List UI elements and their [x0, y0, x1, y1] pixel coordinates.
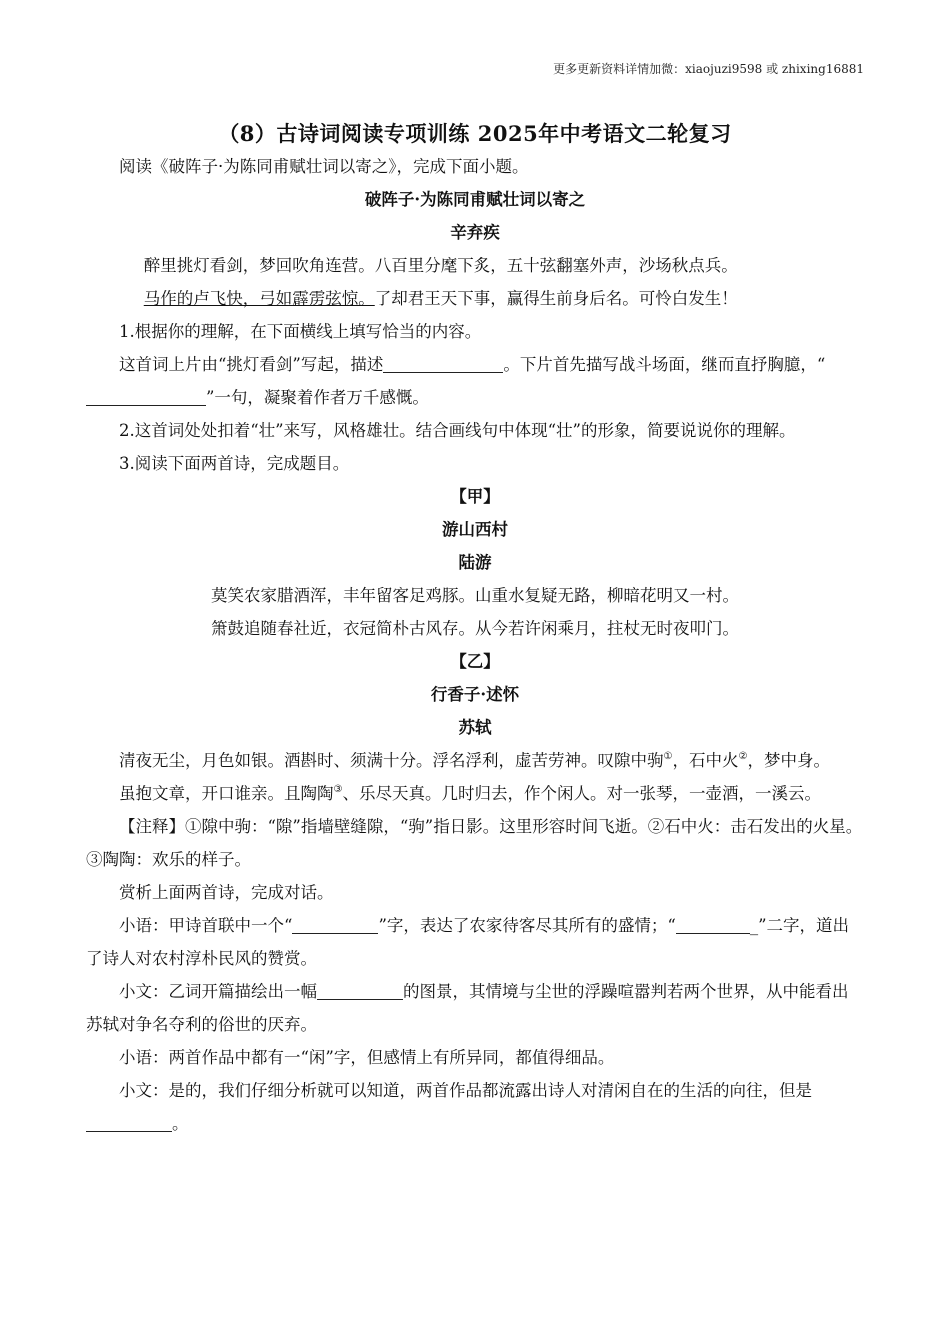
d4-text-a: 小文：是的，我们仔细分析就可以知道，两首作品都流露出诗人对清闲自在的生活的向往，但是 [119, 1081, 812, 1100]
poem-jia-line2: 箫鼓追随春社近，衣冠简朴古风存。从今若许闲乘月，拄杖无时夜叩门。 [211, 619, 739, 638]
page-title: （8）古诗词阅读专项训练 2025年中考语文二轮复习 [218, 121, 732, 146]
d4-text-b: 。 [172, 1114, 189, 1133]
q1-text-a: 这首词上片由“挑灯看剑”写起，描述 [119, 355, 384, 374]
q1-text-c: ”一句，凝聚着作者万千感慨。 [206, 388, 429, 407]
poem-yi-label: 【乙】 [450, 652, 500, 671]
footnote-marker-1: ① [663, 751, 673, 762]
notes-text: ①隙中驹：“隙”指墙壁缝隙，“驹”指日影。这里形容时间飞逝。②石中火：击石发出的火星。③陶陶：欢乐的样子。 [86, 817, 863, 869]
poem-jia-title: 游山西村 [442, 520, 508, 539]
header-note: 更多更新资料详情加微：xiaojuzi9598 或 zhixing16881 [553, 62, 864, 76]
q1-blank-1[interactable] [383, 356, 503, 374]
document-body [86, 150, 864, 1140]
poem-jia-label: 【甲】 [450, 487, 500, 506]
dialogue-blank-4[interactable] [86, 1115, 172, 1133]
d1-text-a: 小语：甲诗首联中一个“ [119, 916, 293, 935]
dialogue-lead: 赏析上面两首诗，完成对话。 [119, 883, 334, 902]
d2-text-a: 小文：乙词开篇描绘出一幅 [119, 982, 317, 1001]
footnote-marker-2: ② [738, 751, 748, 762]
poem1-underlined-line: 马作的卢飞快，弓如霹雳弦惊。 [143, 289, 375, 308]
dialogue-blank-1[interactable] [292, 917, 378, 935]
poem1-line2-rest: 了却君王天下事，赢得生前身后名。可怜白发生！ [374, 289, 738, 308]
d1-text-b: ”字，表达了农家待客尽其所有的盛情；“ [378, 916, 676, 935]
d1-text-c: _”二字，道出了诗人对农村淳朴民风的赞赏。 [86, 916, 849, 968]
poem-yi-para2 [86, 777, 864, 810]
poem-yi-author: 苏轼 [458, 718, 492, 737]
poem1-title: 破阵子·为陈同甫赋壮词以寄之 [364, 190, 586, 209]
dialogue-line-1 [86, 909, 864, 975]
poem-jia-author: 陆游 [458, 553, 492, 572]
poem1-author: 辛弃疾 [450, 223, 500, 242]
footnote-marker-3: ③ [333, 784, 343, 795]
poem-yi-title: 行香子·述怀 [430, 685, 520, 704]
question-1-stem: 1.根据你的理解，在下面横线上填写恰当的内容。 [119, 322, 482, 341]
yi-p1-text-a: 清夜无尘，月色如银。酒斟时、须满十分。浮名浮利，虚苦劳神。叹隙中驹 [119, 751, 664, 770]
yi-p2-text-b: 、乐尽天真。几时归去，作个闲人。对一张琴，一壶酒，一溪云。 [342, 784, 821, 803]
yi-p1-text-c: ，梦中身。 [747, 751, 830, 770]
question-2: 2.这首词处处扣着“壮”来写，风格雄壮。结合画线句中体现“壮”的形象，简要说说你的理解。 [119, 421, 796, 440]
dialogue-line-3: 小语：两首作品中都有一“闲”字，但感情上有所异同，都值得细品。 [119, 1048, 615, 1067]
question-1-body [86, 348, 864, 414]
poem-jia-line1: 莫笑农家腊酒浑，丰年留客足鸡豚。山重水复疑无路，柳暗花明又一村。 [211, 586, 739, 605]
d2-text-b: 的图景，其情境与尘世的浮躁喧嚣判若两个世界，从中能看出苏轼对争名夺利的俗世的厌弃。 [86, 982, 849, 1034]
dialogue-blank-2[interactable] [676, 917, 750, 935]
dialogue-line-2 [86, 975, 864, 1041]
question-3: 3.阅读下面两首诗，完成题目。 [119, 454, 350, 473]
q1-text-b: 。下片首先描写战斗场面，继而直抒胸臆，“ [503, 355, 826, 374]
dialogue-blank-3[interactable] [317, 983, 403, 1001]
notes-label: 【注释】 [119, 817, 185, 836]
dialogue-line-4 [86, 1074, 864, 1140]
intro-text: 阅读《破阵子·为陈同甫赋壮词以寄之》，完成下面小题。 [119, 157, 529, 176]
q1-blank-2[interactable] [86, 389, 206, 407]
poem1-line1: 醉里挑灯看剑，梦回吹角连营。八百里分麾下炙，五十弦翻塞外声，沙场秋点兵。 [143, 256, 738, 275]
yi-p1-text-b: ，石中火 [672, 751, 739, 770]
poem1-line2 [86, 282, 864, 315]
yi-p2-text-a: 虽抱文章，开口谁亲。且陶陶 [119, 784, 334, 803]
poem-yi-para1 [86, 744, 864, 777]
notes-paragraph [86, 810, 864, 876]
